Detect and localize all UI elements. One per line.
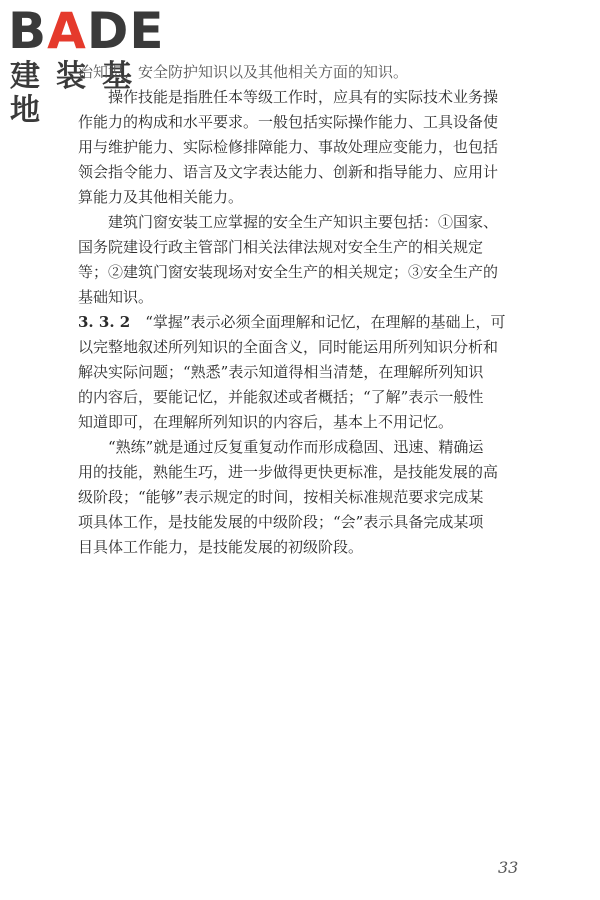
text-line: 等；②建筑门窗安装现场对安全生产的相关规定；③安全生产的 bbox=[78, 263, 499, 281]
text-line: 解决实际问题；“熟悉”表示知道得相当清楚，在理解所列知识 bbox=[78, 363, 484, 381]
section-number: 3. 3. 2 bbox=[78, 313, 131, 331]
text-line: 国务院建设行政主管部门相关法律法规对安全生产的相关规定 bbox=[78, 238, 484, 256]
text-line: 操作技能是指胜任本等级工作时，应具有的实际技术业务操 bbox=[78, 88, 499, 106]
logo-wordmark bbox=[8, 4, 165, 58]
text-line: 用的技能，熟能生巧，进一步做得更快更标准，是技能发展的高 bbox=[78, 463, 499, 481]
logo-letter-b: B bbox=[8, 2, 48, 60]
text-line: 治知识、安全防护知识以及其他相关方面的知识。 bbox=[78, 63, 409, 81]
logo-chinese: 建装基地 bbox=[10, 59, 148, 128]
text-line: “熟练”就是通过反复重复动作而形成稳固、迅速、精确运 bbox=[78, 438, 484, 456]
text-line: 项具体工作，是技能发展的中级阶段；“会”表示具备完成某项 bbox=[78, 513, 484, 531]
text-line: 以完整地叙述所列知识的全面含义，同时能运用所列知识分析和 bbox=[78, 338, 499, 356]
text-line: 用与维护能力、实际检修排障能力、事故处理应变能力，也包括 bbox=[78, 138, 499, 156]
text-line: 领会指令能力、语言及文字表达能力、创新和指导能力、应用计 bbox=[78, 163, 499, 181]
text-line: 建筑门窗安装工应掌握的安全生产知识主要包括：①国家、 bbox=[78, 213, 499, 231]
logo-letters-de: DE bbox=[86, 2, 165, 60]
text-line: 基础知识。 bbox=[78, 288, 154, 306]
text-line: 的内容后，要能记忆，并能叙述或者概括；“了解”表示一般性 bbox=[78, 388, 484, 406]
text-line: 级阶段；“能够”表示规定的时间，按相关标准规范要求完成某 bbox=[78, 488, 484, 506]
page-number: 33 bbox=[498, 858, 519, 877]
text-line: 算能力及其他相关能力。 bbox=[78, 188, 244, 206]
section-text: “掌握”表示必须全面理解和记忆，在理解的基础上，可 bbox=[145, 313, 506, 331]
section-line bbox=[78, 310, 536, 335]
text-line: 作能力的构成和水平要求。一般包括实际操作能力、工具设备使 bbox=[78, 113, 499, 131]
text-line: 知道即可，在理解所列知识的内容后，基本上不用记忆。 bbox=[78, 413, 454, 431]
logo-letter-a: A bbox=[47, 2, 87, 60]
body-text bbox=[78, 60, 536, 560]
text-line: 目具体工作能力，是技能发展的初级阶段。 bbox=[78, 538, 364, 556]
